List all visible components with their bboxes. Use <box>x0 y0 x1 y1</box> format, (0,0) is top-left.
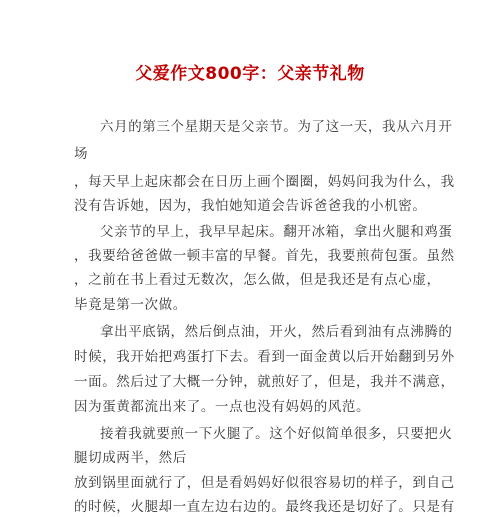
paragraph-line: 时候，我开始把鸡蛋打下去。看到一面金黄以后开始翻到另外 <box>74 349 455 365</box>
paragraph-line: 接着我就要煎一下火腿了。这个好似简单很多，只要把火 <box>100 426 453 442</box>
paragraph-line: 放到锅里面就行了，但是看妈妈好似很容易切的样子，到自己 <box>74 475 455 491</box>
paragraph-line: 场 <box>74 146 89 162</box>
paragraph-line: 六月的第三个星期天是父亲节。为了这一天，我从六月开 <box>100 119 453 135</box>
paragraph-line: 的时候，火腿却一直左边右边的。最终我还是切好了。只是有 <box>74 499 455 515</box>
paragraph-line: ，每天早上起床都会在日历上画个圈圈，妈妈问我为什么，我 <box>74 174 455 190</box>
paragraph-line: 腿切成两半，然后 <box>74 450 187 466</box>
article-title: 父爱作文800字：父亲节礼物 <box>135 64 365 84</box>
paragraph-line: 因为蛋黄都流出来了。一点也没有妈妈的风范。 <box>74 399 371 415</box>
paragraph-line: ，我要给爸爸做一顿丰富的早餐。首先，我要煎荷包蛋。虽然 <box>74 248 455 264</box>
paragraph-line: 拿出平底锅，然后倒点油，开火，然后看到油有点沸腾的 <box>100 324 453 340</box>
paragraph-line: 父亲节的早上，我早早起床。翻开冰箱，拿出火腿和鸡蛋 <box>100 224 453 240</box>
paragraph-line: 毕竟是第一次做。 <box>74 297 187 313</box>
paragraph-line: ，之前在书上看过无数次，怎么做，但是我还是有点心虚， <box>74 272 441 288</box>
paragraph-line: 没有告诉她，因为，我怕她知道会告诉爸爸我的小机密。 <box>74 198 427 214</box>
paragraph-line: 一面。然后过了大概一分钟，就煎好了，但是，我并不满意， <box>74 374 455 390</box>
